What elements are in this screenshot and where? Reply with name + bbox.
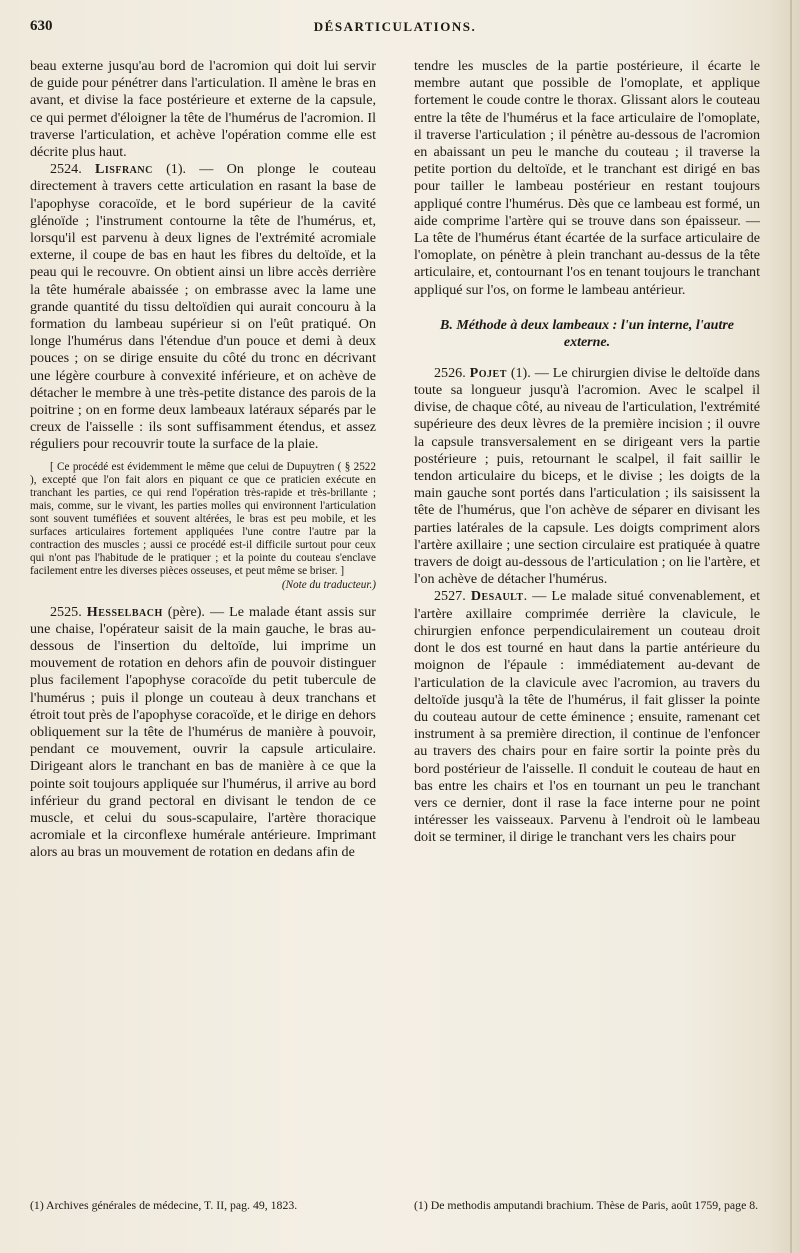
author-name: Desault (470, 588, 524, 605)
paragraph-text: (père). — Le malade étant assis sur une chaise, l'opérateur saisit de la main gauche, le bras au-dessous de l'insertion du deltoïde, lui imprime un mouvement de rotation en dehors afin de pouvoir distinguer plus facilement l'apophyse coracoïde du petit tubercule de l'humérus ; puis il plonge un couteau à deux tranchans et étroit tout près de l'apophyse coracoïde, et le dirige en dehors obliquement sur la tête de l'humérus de manière à pouvoir, pendant ce mouvement, ouvrir la capsule articulaire. Dirigeant alors le tranchant en bas de manière à ce que la pointe soit toujours appliquée sur l'humérus, il arrive au bord inférieur du grand pectoral en divisant le tendon de ce muscle, et celui du sous-scapulaire, l'artère thoracique acromiale et la circonflexe humérale antérieure. Imprimant alors au bras un mouvement de rotation en dedans afin de (30, 603, 376, 861)
footnote-left: (1) Archives générales de médecine, T. II, pag. 49, 1823. (30, 1198, 298, 1212)
section-number: 2526. (434, 364, 466, 381)
paragraph-text: (1). — On plonge le couteau directement à travers cette articulation en rasant la base de l'apophyse coracoïde, et le bord supérieur de la cavité glénoïde ; l'instrument contourne la tête de l'humérus, et, lorsqu'il est parvenu à deux lignes de l'extrémité acromiale externe, il coupe de bas en haut les fibres du deltoïde, et la peau qui le recouvre. On obtient ainsi un libre accès derrière la tête humérale abaissée ; on embrasse avec la lame une grande quantité du tissu deltoïdien qui aurait concouru à la formation du lambeau supérieur si on l'eût pratiqué. On longe l'humérus dans l'étendue d'un pouce et demi à deux pouces ; on se dirige ensuite du côté du tronc en décrivant une légère courbure à convexité inférieure, et on achève de détacher le membre à une très-petite distance des parois de la poitrine ; on en forme deux lambeaux latéraux séparés par le creux de l'aisselle : ils sont suffisamment étendus, et assez réguliers pour recouvrir toute la surface de la plaie. (30, 161, 376, 453)
section-number: 2524. (50, 161, 82, 178)
left-column (30, 58, 376, 862)
author-name: Hesselbach (86, 603, 163, 620)
running-title: DÉSARTICULATIONS. (313, 19, 477, 34)
paragraph-2527 (414, 588, 760, 846)
paragraph-2526 (414, 365, 760, 589)
page-edge-shadow (790, 0, 792, 1253)
paragraph-text: (1). — Le chirurgien divise le deltoïde dans toute sa longueur jusqu'à l'acromion. Avec le scalpel il divise, de chaque côté, au niveau de l'articulation, l'extrémité supérieure des deux lèvres de la première incision ; il ouvre la capsule transversalement en se dirigeant vers la partie postérieure ; puis, retournant le scalpel, il fait saillir le tendon articulaire du biceps, et le divise ; les doigts de la main gauche sont portés dans l'articulation ; ils saisissent la tête de l'humérus, que l'on achève de séparer en divisant les parties latérales de la capsule. Les doigts compriment alors l'artère axillaire ; une section circulaire est pratiquée à quatre travers de doigt au-dessous de l'articulation ; on lie l'artère, et l'on achève de détacher l'humérus. (414, 364, 760, 588)
paragraph-2525 (30, 604, 376, 862)
note-text: [ Ce procédé est évidemment le même que celui de Dupuytren ( § 2522 ), excepté que l'on fait alors en piquant ce que ce praticien exécute en tranchant les parties, ce qui rend l'opération très-rapide et très-brillante ; mais, comme, sur le vivant, les parties molles qui environnent l'articulation sont souvent tuméfiées et souvent altérées, le bras est peu mobile, et les surfaces articulaires fortement appliquées l'une contre l'autre par la contraction des muscles ; aussi ce procédé est-il difficile surtout pour ceux qui n'ont pas l'habitude de le pratiquer ; et la pointe du couteau s'enclave facilement entre les diverses pièces osseuses, et peut même se briser. ] (30, 460, 376, 578)
translator-note (30, 461, 376, 592)
right-column (414, 58, 760, 847)
paragraph-continuation: tendre les muscles de la partie postérieure, il écarte le membre autant que possible de l'omoplate, et applique fortement le coude contre le thorax. Glissant alors le couteau entre la tête de l'humérus et la face articulaire de l'omoplate, il traverse l'articulation ; il pénètre au-dessous de l'acromion en abaissant un peu le manche du couteau ; il traverse la petite portion du deltoïde, et le tranchant est dirigé en bas pour tailler le lambeau postérieur en restant toujours appliqué contre l'humérus. Dès que ce lambeau est formé, un aide comprime l'artère qui se trouve dans son épaisseur. — La tête de l'humérus étant écartée de la surface articulaire de l'omoplate, on pénètre à plein tranchant au-dessus de la tête articulaire, et, contournant l'os en tenant toujours le tranchant appliqué sur l'os, on forme le lambeau antérieur. (414, 58, 760, 298)
paragraph-2524 (30, 161, 376, 453)
page-header (30, 18, 760, 40)
note-attribution: (Note du traducteur.) (281, 578, 376, 591)
paragraph-text: . — Le malade situé convenablement, et l'artère axillaire comprimée derrière la clavicule, le chirurgien enfonce perpendiculairement un couteau droit dont le dos est tourné en haut dans la partie antérieure du moignon de l'épaule : immédiatement au-devant de l'articulation de la clavicule avec l'acromion, au travers du deltoïde jusqu'à la tête de l'humérus, il fait glisser la pointe du couteau autour de cette éminence ; ensuite, ramenant cet instrument à sa première direction, il continue de l'enfoncer au travers des chairs pour en faire sortir la pointe près du bord postérieur de l'aisselle. Il conduit le couteau de haut en bas entre les chairs et l'os en tournant un peu le tranchant vers ce dernier, dont il rase la face interne pour ne point intéresser les vaisseaux. Parvenu à l'endroit où le lambeau doit se terminer, il dirige le tranchant vers les chairs pour (414, 588, 760, 846)
author-name: Pojet (469, 364, 507, 381)
paragraph-continuation: beau externe jusqu'au bord de l'acromion qui doit lui servir de guide pour pénétrer dans l'articulation. Il amène le bras en avant, et divise la face postérieure et externe de la capsule, ce qui permet d'éloigner la tête de l'humérus de l'acromion. Il traverse l'articulation, et achève l'opération comme elle est décrite plus haut. (30, 58, 376, 161)
footnote-right: (1) De methodis amputandi brachium. Thèse de Paris, août 1759, page 8. (414, 1198, 759, 1212)
author-name: Lisfranc (94, 161, 153, 178)
section-heading: B. Méthode à deux lambeaux : l'un interne, l'autre externe. (439, 317, 735, 350)
section-number: 2527. (434, 588, 466, 605)
section-number: 2525. (50, 603, 82, 620)
page-number: 630 (30, 18, 53, 34)
